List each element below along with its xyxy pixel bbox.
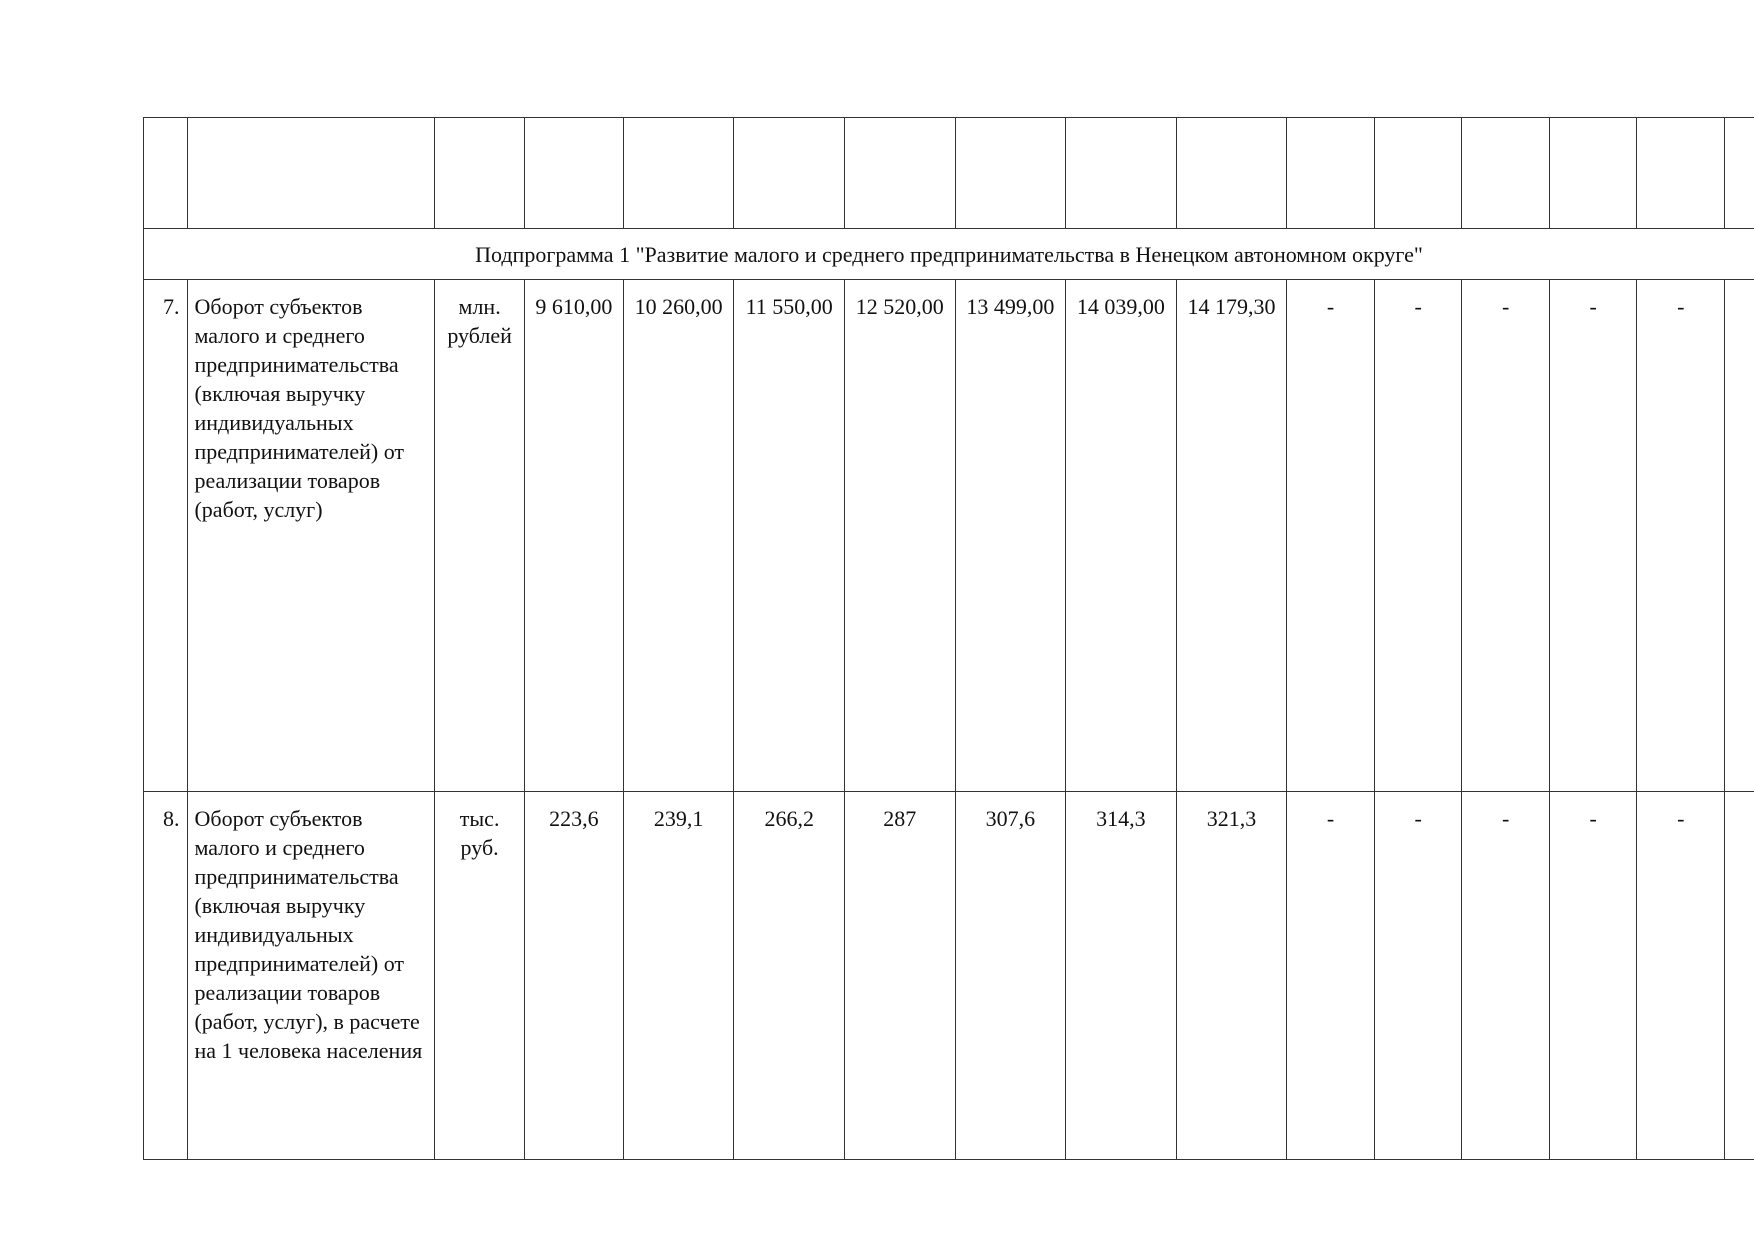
unit-cell: тыс. руб. — [435, 792, 524, 1160]
row-number: 7. — [144, 280, 188, 792]
value-cell: 266,2 — [734, 792, 845, 1160]
dash-cell: - — [1287, 280, 1375, 792]
value-cell: 14 179,30 — [1176, 280, 1287, 792]
header-cell — [435, 118, 524, 229]
header-cell — [1637, 118, 1725, 229]
value-cell: 321,3 — [1176, 792, 1287, 1160]
header-cell — [1287, 118, 1375, 229]
header-cell — [844, 118, 955, 229]
header-cell — [1374, 118, 1462, 229]
value-cell: 223,6 — [524, 792, 623, 1160]
dash-cell: - — [1462, 792, 1550, 1160]
indicator-name: Оборот субъектов малого и среднего предпринимательства (включая выручку индивидуальных предпринимателей) от реализации товаров (работ, услуг), в расчете на 1 человека населения — [188, 792, 435, 1160]
header-cell — [1176, 118, 1287, 229]
value-cell: 13 499,00 — [955, 280, 1066, 792]
empty-cell — [1725, 280, 1754, 792]
dash-cell: - — [1374, 280, 1462, 792]
table-row — [144, 280, 1754, 792]
dash-cell: - — [1637, 280, 1725, 792]
dash-cell: - — [1549, 280, 1637, 792]
subprogram-title: Подпрограмма 1 "Развитие малого и среднего предпринимательства в Ненецком автономном округе" — [144, 229, 1754, 280]
header-cell — [1549, 118, 1637, 229]
value-cell: 11 550,00 — [734, 280, 845, 792]
header-cell — [188, 118, 435, 229]
dash-cell: - — [1374, 792, 1462, 1160]
header-cell — [1066, 118, 1177, 229]
table-header-row — [144, 118, 1754, 229]
header-cell — [734, 118, 845, 229]
value-cell: 9 610,00 — [524, 280, 623, 792]
dash-cell: - — [1637, 792, 1725, 1160]
dash-cell: - — [1549, 792, 1637, 1160]
indicators-table — [143, 117, 1754, 1160]
value-cell: 12 520,00 — [844, 280, 955, 792]
header-cell — [955, 118, 1066, 229]
header-cell — [1725, 118, 1754, 229]
value-cell: 287 — [844, 792, 955, 1160]
value-cell: 314,3 — [1066, 792, 1177, 1160]
header-cell — [623, 118, 734, 229]
table-row — [144, 792, 1754, 1160]
empty-cell — [1725, 792, 1754, 1160]
indicator-name: Оборот субъектов малого и среднего предпринимательства (включая выручку индивидуальных предпринимателей) от реализации товаров (работ, услуг) — [188, 280, 435, 792]
subprogram-row — [144, 229, 1754, 280]
row-number: 8. — [144, 792, 188, 1160]
unit-cell: млн. рублей — [435, 280, 524, 792]
value-cell: 239,1 — [623, 792, 734, 1160]
value-cell: 14 039,00 — [1066, 280, 1177, 792]
dash-cell: - — [1462, 280, 1550, 792]
header-cell — [524, 118, 623, 229]
value-cell: 307,6 — [955, 792, 1066, 1160]
header-cell — [144, 118, 188, 229]
dash-cell: - — [1287, 792, 1375, 1160]
value-cell: 10 260,00 — [623, 280, 734, 792]
header-cell — [1462, 118, 1550, 229]
